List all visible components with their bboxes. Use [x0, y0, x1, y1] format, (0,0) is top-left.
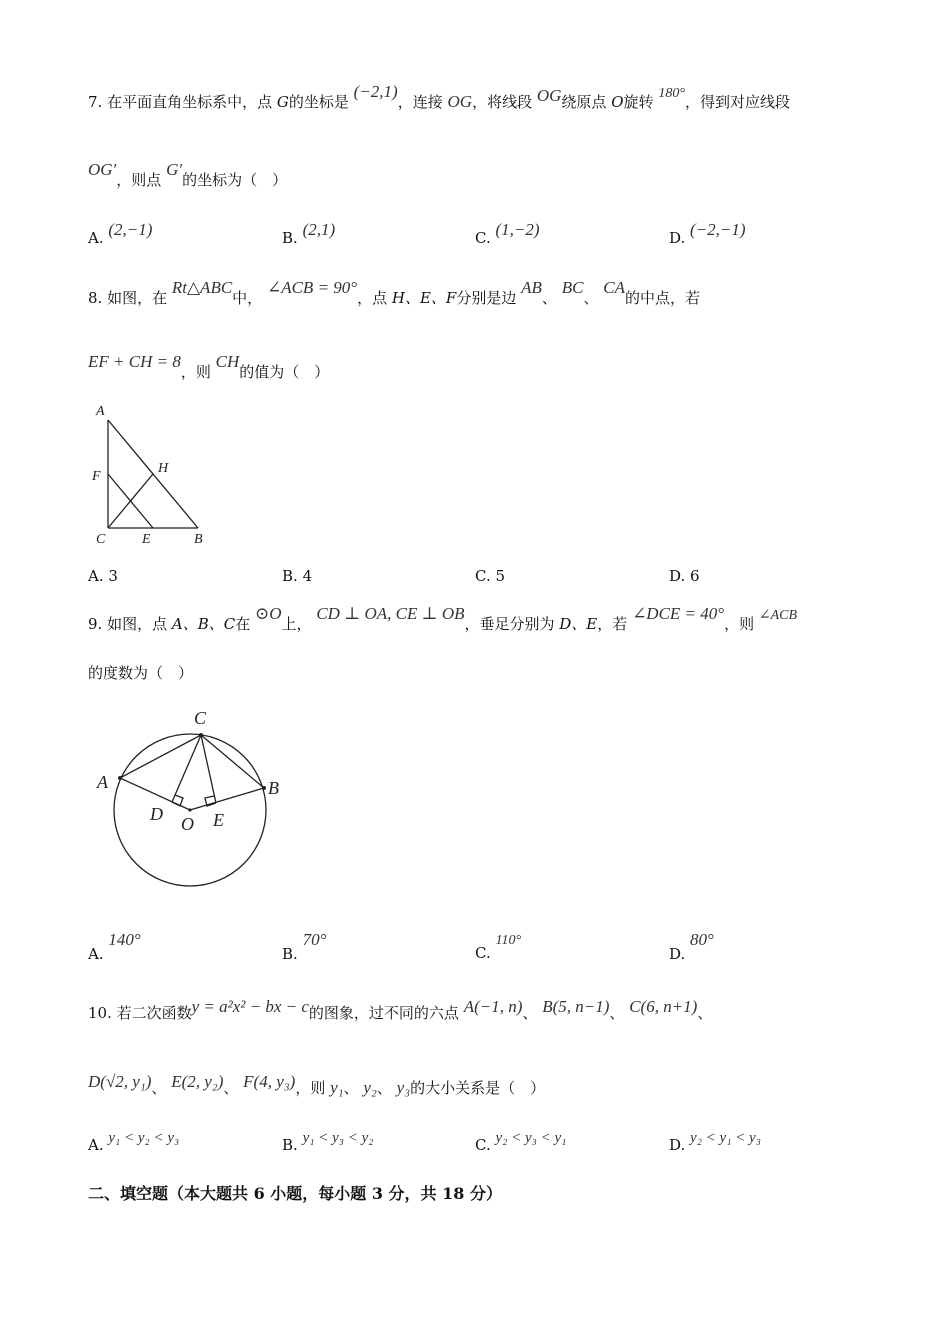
label-a: A [97, 772, 108, 792]
q10-var-y3: y₃ [396, 1078, 411, 1097]
q8-text: ，则 [180, 363, 211, 381]
q8-side-ab: AB [521, 278, 542, 297]
q7-text: 旋转 [623, 93, 654, 111]
q10-sep: 、 [343, 1079, 359, 1097]
q8-sep: 、 [541, 289, 557, 307]
q8-option-b[interactable] [282, 567, 312, 585]
q7-stem-line2 [88, 160, 288, 190]
option-label: A. [88, 1136, 104, 1154]
option-label: B. [282, 567, 298, 585]
option-label: A. [88, 229, 104, 247]
option-value: 6 [690, 567, 700, 585]
label-b: B [268, 778, 279, 798]
q9-stem-line1 [88, 604, 798, 636]
q9-text: 9. 如图，点 [88, 615, 168, 633]
option-value: y₂ < y₃ < y₁ [495, 1130, 567, 1146]
q10-text: 的图象，过不同的六点 [308, 1004, 459, 1022]
q9-option-a[interactable] [88, 930, 141, 964]
q8-sep: 、 [583, 289, 599, 307]
q10-text: ，则 [295, 1079, 326, 1097]
q10-sep: 、 [697, 1004, 713, 1022]
q10-point-b: B(5, n−1) [542, 997, 610, 1016]
q8-side-ca: CA [603, 278, 625, 297]
q7-text: 的坐标是 [288, 93, 349, 111]
q7-coord-g: (−2,1) [353, 82, 398, 101]
label-c: C [194, 708, 207, 728]
q10-sep: 、 [522, 1004, 538, 1022]
q7-point-g: G [276, 93, 289, 111]
q7-segment-ogp: OG′ [88, 160, 117, 179]
q8-points: H、E、F [391, 289, 457, 307]
q7-text: 绕原点 [561, 93, 607, 111]
q7-segment-og: OG [447, 92, 473, 111]
option-value: 70° [302, 930, 327, 949]
option-value: 110° [495, 933, 522, 948]
q7-option-a[interactable] [88, 220, 153, 248]
q10-var-y1: y₁ [330, 1078, 344, 1097]
q10-point-c: C(6, n+1) [629, 997, 698, 1016]
label-d: D [150, 804, 163, 824]
q10-text: 的大小关系是（ ） [410, 1079, 546, 1097]
q10-sep: 、 [609, 1004, 625, 1022]
option-label: A. [88, 945, 104, 963]
q10-point-d: D(√2, y₁) [88, 1072, 152, 1091]
q8-option-d[interactable] [669, 567, 700, 585]
q7-text: 7. 在平面直角坐标系中，点 [88, 93, 273, 111]
q9-perpendiculars: CD ⊥ OA, CE ⊥ OB [316, 604, 465, 623]
q10-sep: 、 [151, 1079, 167, 1097]
q8-side-bc: BC [561, 278, 584, 297]
q10-function: y = a²x² − bx − c [191, 997, 309, 1016]
q8-segment-ch: CH [215, 352, 240, 371]
q10-option-c[interactable] [475, 1130, 567, 1155]
q9-text: ，若 [597, 615, 628, 633]
option-value: (1,−2) [495, 220, 540, 239]
option-label: B. [282, 945, 298, 963]
label-e: E [142, 532, 151, 547]
option-label: C. [475, 944, 491, 962]
q8-stem-line2 [88, 352, 330, 382]
q7-text: 的坐标为（ ） [182, 171, 288, 189]
q9-text: ，垂足分别为 [464, 615, 555, 633]
option-value: 5 [495, 567, 506, 585]
q7-point-gp: G′ [166, 160, 183, 179]
q8-angle: ∠ACB = 90° [266, 278, 358, 297]
label-o: O [181, 814, 194, 834]
option-label: A. [88, 567, 104, 585]
q9-text: 在 [235, 615, 251, 633]
label-a: A [96, 404, 105, 419]
q8-stem-line1 [88, 278, 700, 308]
option-label: B. [282, 229, 298, 247]
q9-text: 上， [281, 615, 312, 633]
q8-triangle-figure [86, 398, 216, 548]
option-value: 140° [108, 930, 141, 949]
q9-angle-acb: ∠ACB [758, 608, 798, 623]
option-value: (2,−1) [108, 220, 153, 239]
q7-text: ，得到对应线段 [684, 93, 790, 111]
option-value: (2,1) [302, 220, 336, 239]
q10-option-b[interactable] [282, 1130, 374, 1155]
q7-origin: O [611, 93, 624, 111]
q8-option-a[interactable] [88, 567, 118, 585]
option-label: D. [669, 567, 686, 585]
q8-equation: EF + CH = 8 [88, 352, 181, 371]
q9-stem-line2 [88, 663, 193, 683]
q10-var-y2: y₂ [363, 1078, 377, 1097]
label-h: H [158, 461, 169, 476]
q8-text: 的值为（ ） [239, 363, 330, 381]
q9-circle: ⊙O [255, 604, 282, 623]
q10-option-d[interactable] [669, 1130, 761, 1155]
q9-option-d[interactable] [669, 930, 714, 964]
q7-text: ，连接 [397, 93, 443, 111]
q8-option-c[interactable] [475, 567, 505, 585]
option-value: 3 [108, 567, 118, 585]
q8-triangle: Rt△ABC [171, 278, 233, 297]
label-b: B [194, 532, 203, 547]
q9-circle-figure [92, 702, 292, 892]
option-value: (−2,−1) [690, 220, 746, 239]
q8-text: ，点 [357, 289, 388, 307]
option-value: 4 [302, 567, 313, 585]
option-value: 80° [690, 930, 714, 949]
q7-text: ，将线段 [472, 93, 533, 111]
q9-points: A、B、C [171, 615, 236, 633]
q10-stem-line1 [88, 997, 713, 1023]
q9-angle-dce: ∠DCE = 40° [632, 604, 725, 623]
option-label: C. [475, 229, 491, 247]
option-label: C. [475, 1136, 491, 1154]
label-f: F [92, 469, 101, 484]
q9-text: 的度数为（ ） [88, 664, 194, 682]
option-value: y₂ < y₁ < y₃ [690, 1130, 761, 1146]
q7-segment-og: OG [536, 86, 562, 105]
q10-option-a[interactable] [88, 1130, 180, 1155]
label-c: C [96, 532, 106, 547]
option-value: y₁ < y₃ < y₂ [302, 1130, 374, 1146]
q7-text: ，则点 [116, 171, 162, 189]
option-value: y₁ < y₂ < y₃ [108, 1130, 180, 1146]
q7-stem-line1 [88, 82, 790, 114]
q9-option-c[interactable] [475, 933, 522, 963]
option-label: D. [669, 229, 686, 247]
q8-text: 的中点，若 [624, 289, 700, 307]
section-heading: 二、填空题（本大题共 6 小题，每小题 3 分，共 18 分） [88, 1184, 502, 1203]
q10-sep: 、 [223, 1079, 239, 1097]
option-label: B. [282, 1136, 298, 1154]
q8-text: 分别是边 [456, 289, 517, 307]
q7-option-d[interactable] [669, 220, 746, 248]
option-label: D. [669, 945, 686, 963]
q7-option-c[interactable] [475, 220, 540, 248]
q9-option-b[interactable] [282, 930, 327, 964]
q10-point-a: A(−1, n) [463, 997, 523, 1016]
option-label: D. [669, 1136, 686, 1154]
label-e: E [213, 810, 224, 830]
q10-stem-line2 [88, 1072, 546, 1098]
q10-text: 10. 若二次函数 [88, 1004, 192, 1022]
option-label: C. [475, 567, 491, 585]
q7-angle: 180° [658, 86, 685, 101]
q8-text: 中， [232, 289, 263, 307]
q10-point-f: F(4, y₃) [243, 1072, 296, 1091]
q7-option-b[interactable] [282, 220, 336, 248]
q10-point-e: E(2, y₂) [171, 1072, 224, 1091]
q9-text: ，则 [724, 615, 755, 633]
q10-sep: 、 [376, 1079, 392, 1097]
q8-text: 8. 如图，在 [88, 289, 168, 307]
q9-feet: D、E [559, 615, 598, 633]
